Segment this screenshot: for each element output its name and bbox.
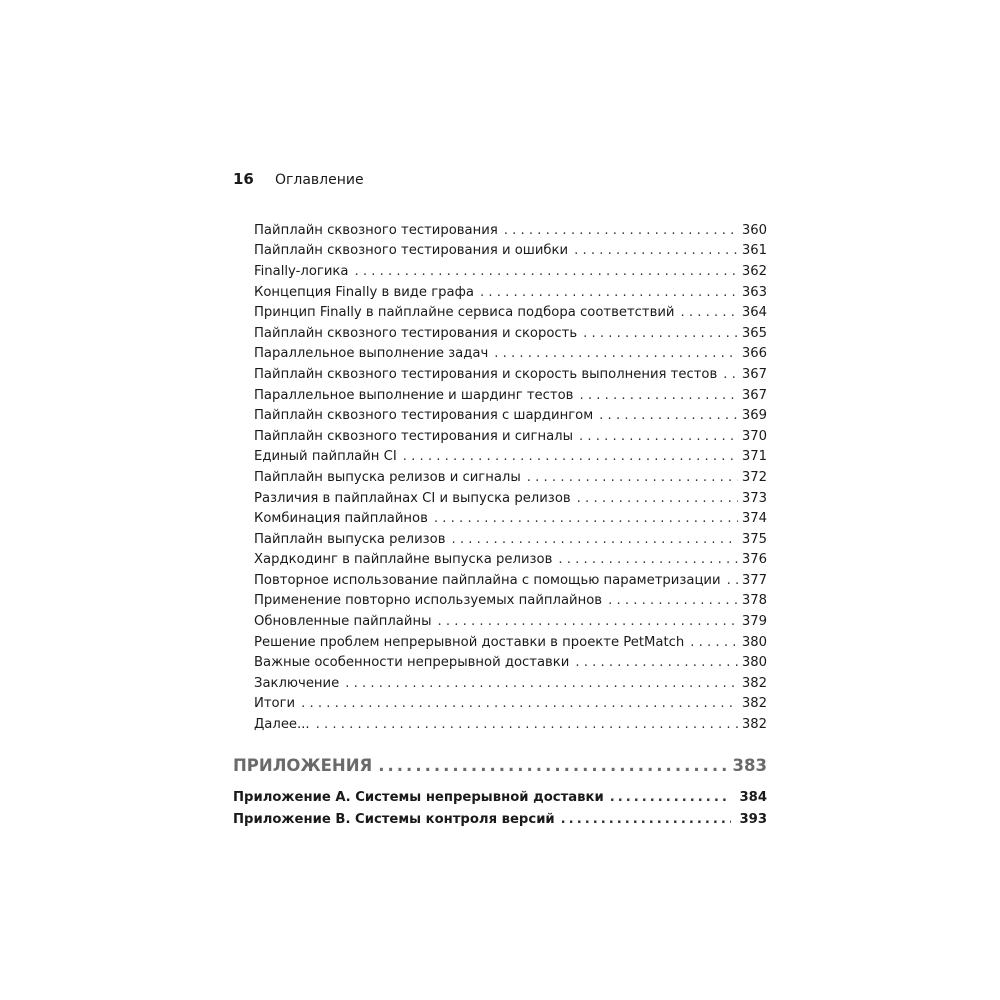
dot-leader [723, 367, 738, 382]
toc-entry[interactable] [254, 570, 767, 591]
part-title: ПРИЛОЖЕНИЯ [233, 755, 373, 775]
toc-entry-title: Пайплайн сквозного тестирования и ошибки [254, 243, 569, 259]
toc-entry[interactable] [254, 652, 767, 673]
toc-entry-title: Различия в пайплайнах CI и выпуска релизов [254, 490, 571, 506]
toc-entry-page: 377 [741, 572, 767, 588]
toc-entry-title: Пайплайн выпуска релизов и сигналы [254, 469, 521, 485]
toc-entry[interactable] [254, 508, 767, 529]
toc-entry[interactable] [254, 714, 767, 735]
toc-entry-title: Применение повторно используемых пайплайнов [254, 593, 603, 609]
appendix-page: 393 [739, 811, 767, 827]
dot-leader [610, 790, 732, 805]
dot-leader [434, 511, 738, 526]
toc-entry-page: 366 [741, 346, 767, 362]
toc-entry-page: 382 [741, 696, 767, 712]
toc-entry-page: 375 [741, 531, 767, 547]
toc-entry-page: 380 [741, 634, 767, 650]
toc-entry-title: Пайплайн сквозного тестирования с шардингом [254, 408, 594, 424]
toc-entry[interactable] [254, 467, 767, 488]
toc-entry[interactable] [254, 550, 767, 571]
toc-entry[interactable] [254, 364, 767, 385]
toc-entry-title: Обновленные пайплайны [254, 614, 432, 630]
toc-entry-page: 378 [741, 593, 767, 609]
toc-entry[interactable] [254, 673, 767, 694]
running-title: Оглавление [275, 172, 364, 188]
dot-leader [574, 243, 738, 258]
toc-entry-page: 370 [741, 428, 767, 444]
toc-entry-page: 361 [741, 243, 767, 259]
dot-leader [690, 635, 738, 650]
dot-leader [681, 305, 738, 320]
toc-entry[interactable] [254, 529, 767, 550]
toc-entry[interactable] [254, 323, 767, 344]
toc-entry-title: Повторное использование пайплайна с помощью параметризации [254, 572, 721, 588]
dot-leader [575, 655, 737, 670]
dot-leader [378, 756, 728, 775]
dot-leader [561, 812, 732, 827]
toc-entry[interactable] [254, 344, 767, 365]
appendix-entry[interactable] [233, 808, 767, 830]
dot-leader [354, 264, 737, 279]
toc-entry[interactable] [254, 220, 767, 241]
toc-entry[interactable] [254, 282, 767, 303]
dot-leader [727, 573, 738, 588]
toc-entry-page: 367 [741, 387, 767, 403]
toc-entry-page: 365 [741, 325, 767, 341]
toc-entry-page: 379 [741, 614, 767, 630]
toc-entry[interactable] [254, 694, 767, 715]
toc-entry[interactable] [254, 385, 767, 406]
toc-entry-page: 364 [741, 305, 767, 321]
toc-entry-title: Пайплайн сквозного тестирования и скорость [254, 325, 578, 341]
dot-leader [527, 470, 738, 485]
dot-leader [494, 346, 738, 361]
toc-entry-page: 382 [741, 675, 767, 691]
dot-leader [480, 285, 738, 300]
toc-entry-title: Пайплайн сквозного тестирования и сигналы [254, 428, 573, 444]
dot-leader [577, 491, 738, 506]
appendix-entry[interactable] [233, 786, 767, 808]
toc-entry-page: 374 [741, 511, 767, 527]
toc-entry-title: Параллельное выполнение задач [254, 346, 489, 362]
appendix-page: 384 [739, 789, 767, 805]
toc-entry[interactable] [254, 591, 767, 612]
dot-leader [438, 614, 738, 629]
toc-entry-title: Пайплайн сквозного тестирования и скорость выполнения тестов [254, 366, 718, 382]
dot-leader [301, 696, 738, 711]
dot-leader [579, 388, 737, 403]
toc-entry-title: Комбинация пайплайнов [254, 511, 428, 527]
toc-list [254, 220, 767, 735]
toc-entry-page: 373 [741, 490, 767, 506]
toc-entry-page: 371 [741, 449, 767, 465]
toc-entry-page: 382 [741, 717, 767, 733]
page-header [233, 170, 364, 188]
toc-entry-title: Единый пайплайн CI [254, 449, 397, 465]
toc-entry[interactable] [254, 632, 767, 653]
toc-entry-page: 363 [741, 284, 767, 300]
toc-entry-title: Finally-логика [254, 263, 349, 279]
toc-entry-title: Хардкодинг в пайплайне выпуска релизов [254, 552, 553, 568]
dot-leader [583, 326, 738, 341]
appendix-title: Приложение В. Системы контроля версий [233, 811, 555, 827]
dot-leader [452, 532, 738, 547]
part-page: 383 [732, 755, 767, 775]
appendix-title: Приложение А. Системы непрерывной доставки [233, 789, 604, 805]
dot-leader [599, 408, 738, 423]
toc-entry[interactable] [254, 611, 767, 632]
toc-entry[interactable] [254, 405, 767, 426]
toc-entry[interactable] [254, 261, 767, 282]
dot-leader [504, 223, 738, 238]
part-heading[interactable] [233, 753, 767, 777]
toc-entry[interactable] [254, 447, 767, 468]
toc-entry-title: Заключение [254, 675, 340, 691]
toc-entry[interactable] [254, 488, 767, 509]
toc-entry-title: Пайплайн сквозного тестирования [254, 222, 498, 238]
dot-leader [345, 676, 738, 691]
toc-entry-page: 367 [741, 366, 767, 382]
toc-entry-title: Концепция Finally в виде графа [254, 284, 474, 300]
toc-entry-title: Принцип Finally в пайплайне сервиса подбора соответствий [254, 305, 675, 321]
toc-entry-page: 372 [741, 469, 767, 485]
dot-leader [579, 429, 738, 444]
toc-entry-page: 360 [741, 222, 767, 238]
toc-entry-page: 362 [741, 263, 767, 279]
dot-leader [608, 593, 738, 608]
toc-entry[interactable] [254, 426, 767, 447]
toc-entry-page: 380 [741, 655, 767, 671]
toc-entry-title: Далее... [254, 717, 310, 733]
toc-entry-title: Решение проблем непрерывной доставки в проекте PetMatch [254, 634, 685, 650]
toc-entry-page: 376 [741, 552, 767, 568]
dot-leader [558, 552, 737, 567]
toc-entry-page: 369 [741, 408, 767, 424]
toc-entry-title: Итоги [254, 696, 296, 712]
dot-leader [316, 717, 738, 732]
toc-entry-title: Важные особенности непрерывной доставки [254, 655, 570, 671]
page-number: 16 [233, 170, 254, 188]
toc-entry[interactable] [254, 302, 767, 323]
toc-entry[interactable] [254, 241, 767, 262]
dot-leader [403, 449, 738, 464]
toc-entry-title: Параллельное выполнение и шардинг тестов [254, 387, 574, 403]
toc-entry-title: Пайплайн выпуска релизов [254, 531, 446, 547]
